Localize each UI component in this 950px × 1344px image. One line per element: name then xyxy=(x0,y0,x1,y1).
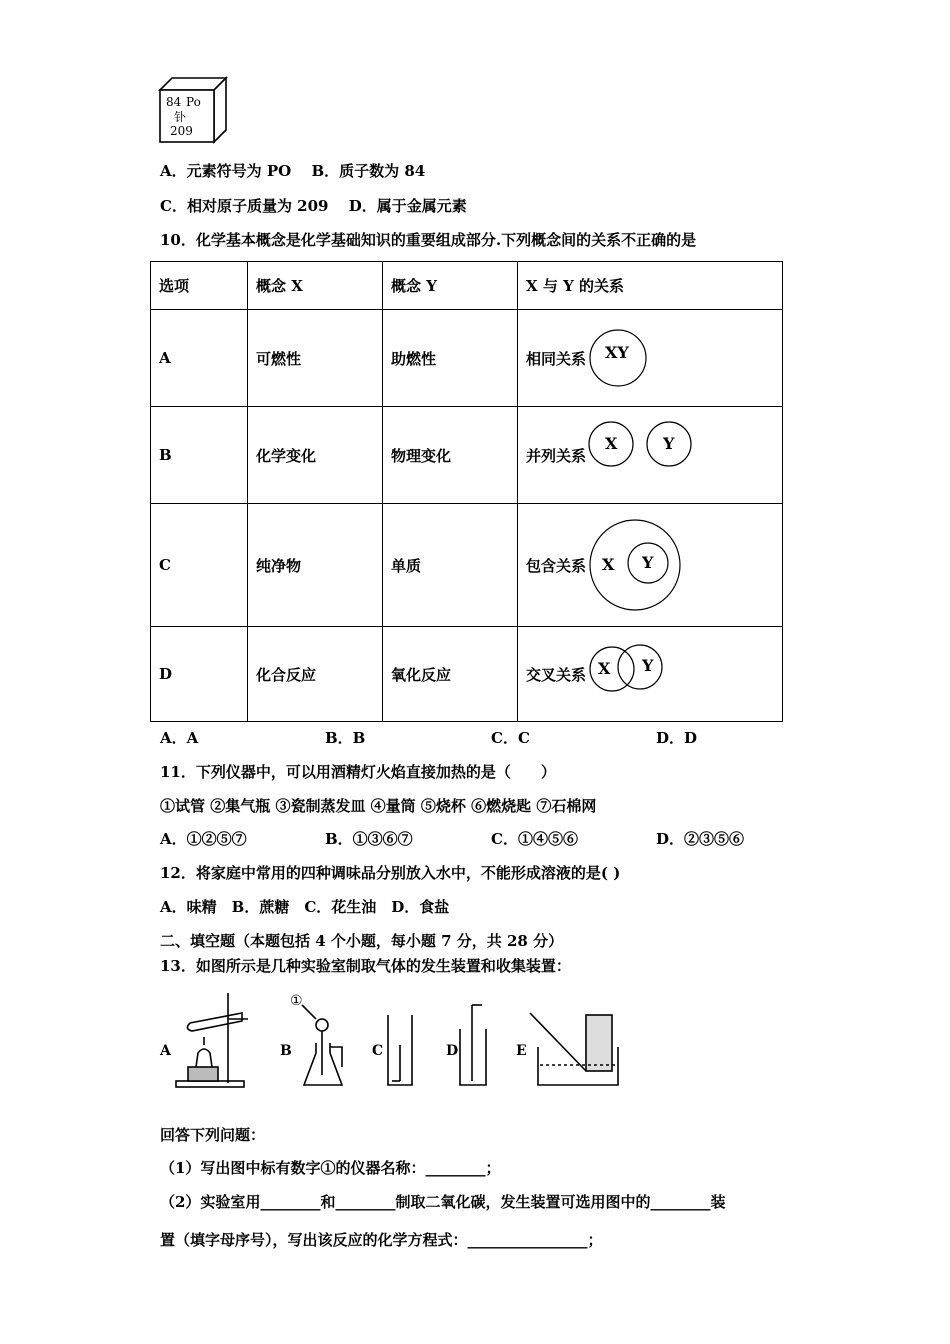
header-concept-x: 概念 X xyxy=(248,262,383,310)
row-relation: 并列关系 xyxy=(526,446,587,465)
header-concept-y: 概念 Y xyxy=(383,262,518,310)
q12-stem: 12．将家庭中常用的四种调味品分别放入水中，不能形成溶液的是( ) xyxy=(160,864,621,882)
row-option: C xyxy=(151,504,248,627)
label-d: D xyxy=(446,1043,459,1059)
q13-answer-prompt: 回答下列问题： xyxy=(160,1126,266,1144)
q9-options-line2 xyxy=(160,195,467,216)
label-c: C xyxy=(372,1043,384,1059)
table-header-row xyxy=(151,262,783,310)
q10-answer-a: A．A xyxy=(160,729,199,747)
element-number: 84 xyxy=(166,95,182,109)
element-mass: 209 xyxy=(170,124,193,138)
label-e: E xyxy=(516,1043,527,1059)
q9-options-line1 xyxy=(160,160,425,181)
q9-option-d: D．属于金属元素 xyxy=(348,197,467,215)
q10-answer-c: C．C xyxy=(491,729,530,747)
row-concept-x: 纯净物 xyxy=(248,504,383,627)
q10-answer-d: D．D xyxy=(656,729,698,747)
section2-title: 二、填空题（本题包括 4 个小题，每小题 7 分，共 28 分） xyxy=(160,932,564,950)
q11-stem: 11．下列仪器中，可以用酒精灯火焰直接加热的是（ ） xyxy=(160,763,556,781)
row-concept-y: 助燃性 xyxy=(383,310,518,407)
diagram-xy-label: XY xyxy=(605,343,629,362)
q10-answer-b: B．B xyxy=(325,729,366,747)
cross-relation-diagram xyxy=(588,643,664,693)
row-option: A xyxy=(151,310,248,407)
row-concept-x: 可燃性 xyxy=(248,310,383,407)
contain-relation-diagram xyxy=(588,518,682,612)
row-relation-cell xyxy=(518,504,783,627)
row-option: D xyxy=(151,627,248,722)
label-a: A xyxy=(160,1043,171,1059)
row-relation: 交叉关系 xyxy=(526,665,587,684)
diagram-x-label: X xyxy=(598,659,611,678)
row-concept-y: 物理变化 xyxy=(383,407,518,504)
marker-1: ① xyxy=(290,993,303,1009)
concept-table xyxy=(150,261,783,722)
table-row xyxy=(151,627,783,722)
q10-stem: 10．化学基本概念是化学基础知识的重要组成部分.下列概念间的关系不正确的是 xyxy=(160,231,697,249)
q13-sub2-line1: （2）实验室用________和________制取二氧化碳，发生装置可选用图中的________装 xyxy=(160,1193,726,1211)
table-row xyxy=(151,407,783,504)
q9-option-a: A．元素符号为 PO xyxy=(160,162,292,180)
row-relation: 包含关系 xyxy=(526,556,587,575)
q9-option-b: B．质子数为 84 xyxy=(311,162,426,180)
q11-items: ①试管 ②集气瓶 ③瓷制蒸发皿 ④量筒 ⑤烧杯 ⑥燃烧匙 ⑦石棉网 xyxy=(160,797,597,815)
diagram-x-label: X xyxy=(602,555,615,574)
apparatus-figure xyxy=(156,985,626,1095)
row-relation-cell xyxy=(518,310,783,407)
q11-answer-c: C．①④⑤⑥ xyxy=(491,830,578,848)
element-tile xyxy=(158,74,228,144)
element-name: 钋 xyxy=(174,110,187,124)
row-concept-y: 单质 xyxy=(383,504,518,627)
row-relation-cell xyxy=(518,407,783,504)
element-symbol: Po xyxy=(186,95,201,109)
q12-answers: A．味精 B．蔗糖 C．花生油 D．食盐 xyxy=(160,898,450,916)
diagram-y-label: Y xyxy=(663,434,675,453)
q11-answer-a: A．①②⑤⑦ xyxy=(160,830,247,848)
header-option: 选项 xyxy=(151,262,248,310)
row-concept-x: 化合反应 xyxy=(248,627,383,722)
row-concept-x: 化学变化 xyxy=(248,407,383,504)
diagram-y-label: Y xyxy=(642,553,654,572)
table-row xyxy=(151,310,783,407)
q13-sub2-line2: 置（填字母序号），写出该反应的化学方程式：________________； xyxy=(160,1231,603,1249)
table-row xyxy=(151,504,783,627)
parallel-relation-diagram xyxy=(588,418,694,470)
q11-answer-d: D．②③⑤⑥ xyxy=(656,830,745,848)
diagram-x-label: X xyxy=(605,434,618,453)
row-concept-y: 氧化反应 xyxy=(383,627,518,722)
row-relation: 相同关系 xyxy=(526,349,587,368)
row-relation-cell xyxy=(518,627,783,722)
label-b: B xyxy=(280,1043,292,1059)
q11-answer-b: B．①③⑥⑦ xyxy=(325,830,413,848)
row-option: B xyxy=(151,407,248,504)
diagram-y-label: Y xyxy=(642,656,654,675)
q13-stem: 13．如图所示是几种实验室制取气体的发生装置和收集装置： xyxy=(160,957,571,975)
q9-option-c: C．相对原子质量为 209 xyxy=(160,197,329,215)
same-relation-diagram xyxy=(588,328,648,388)
header-relation: X 与 Y 的关系 xyxy=(518,262,783,310)
q13-sub1: （1）写出图中标有数字①的仪器名称：________； xyxy=(160,1159,501,1177)
